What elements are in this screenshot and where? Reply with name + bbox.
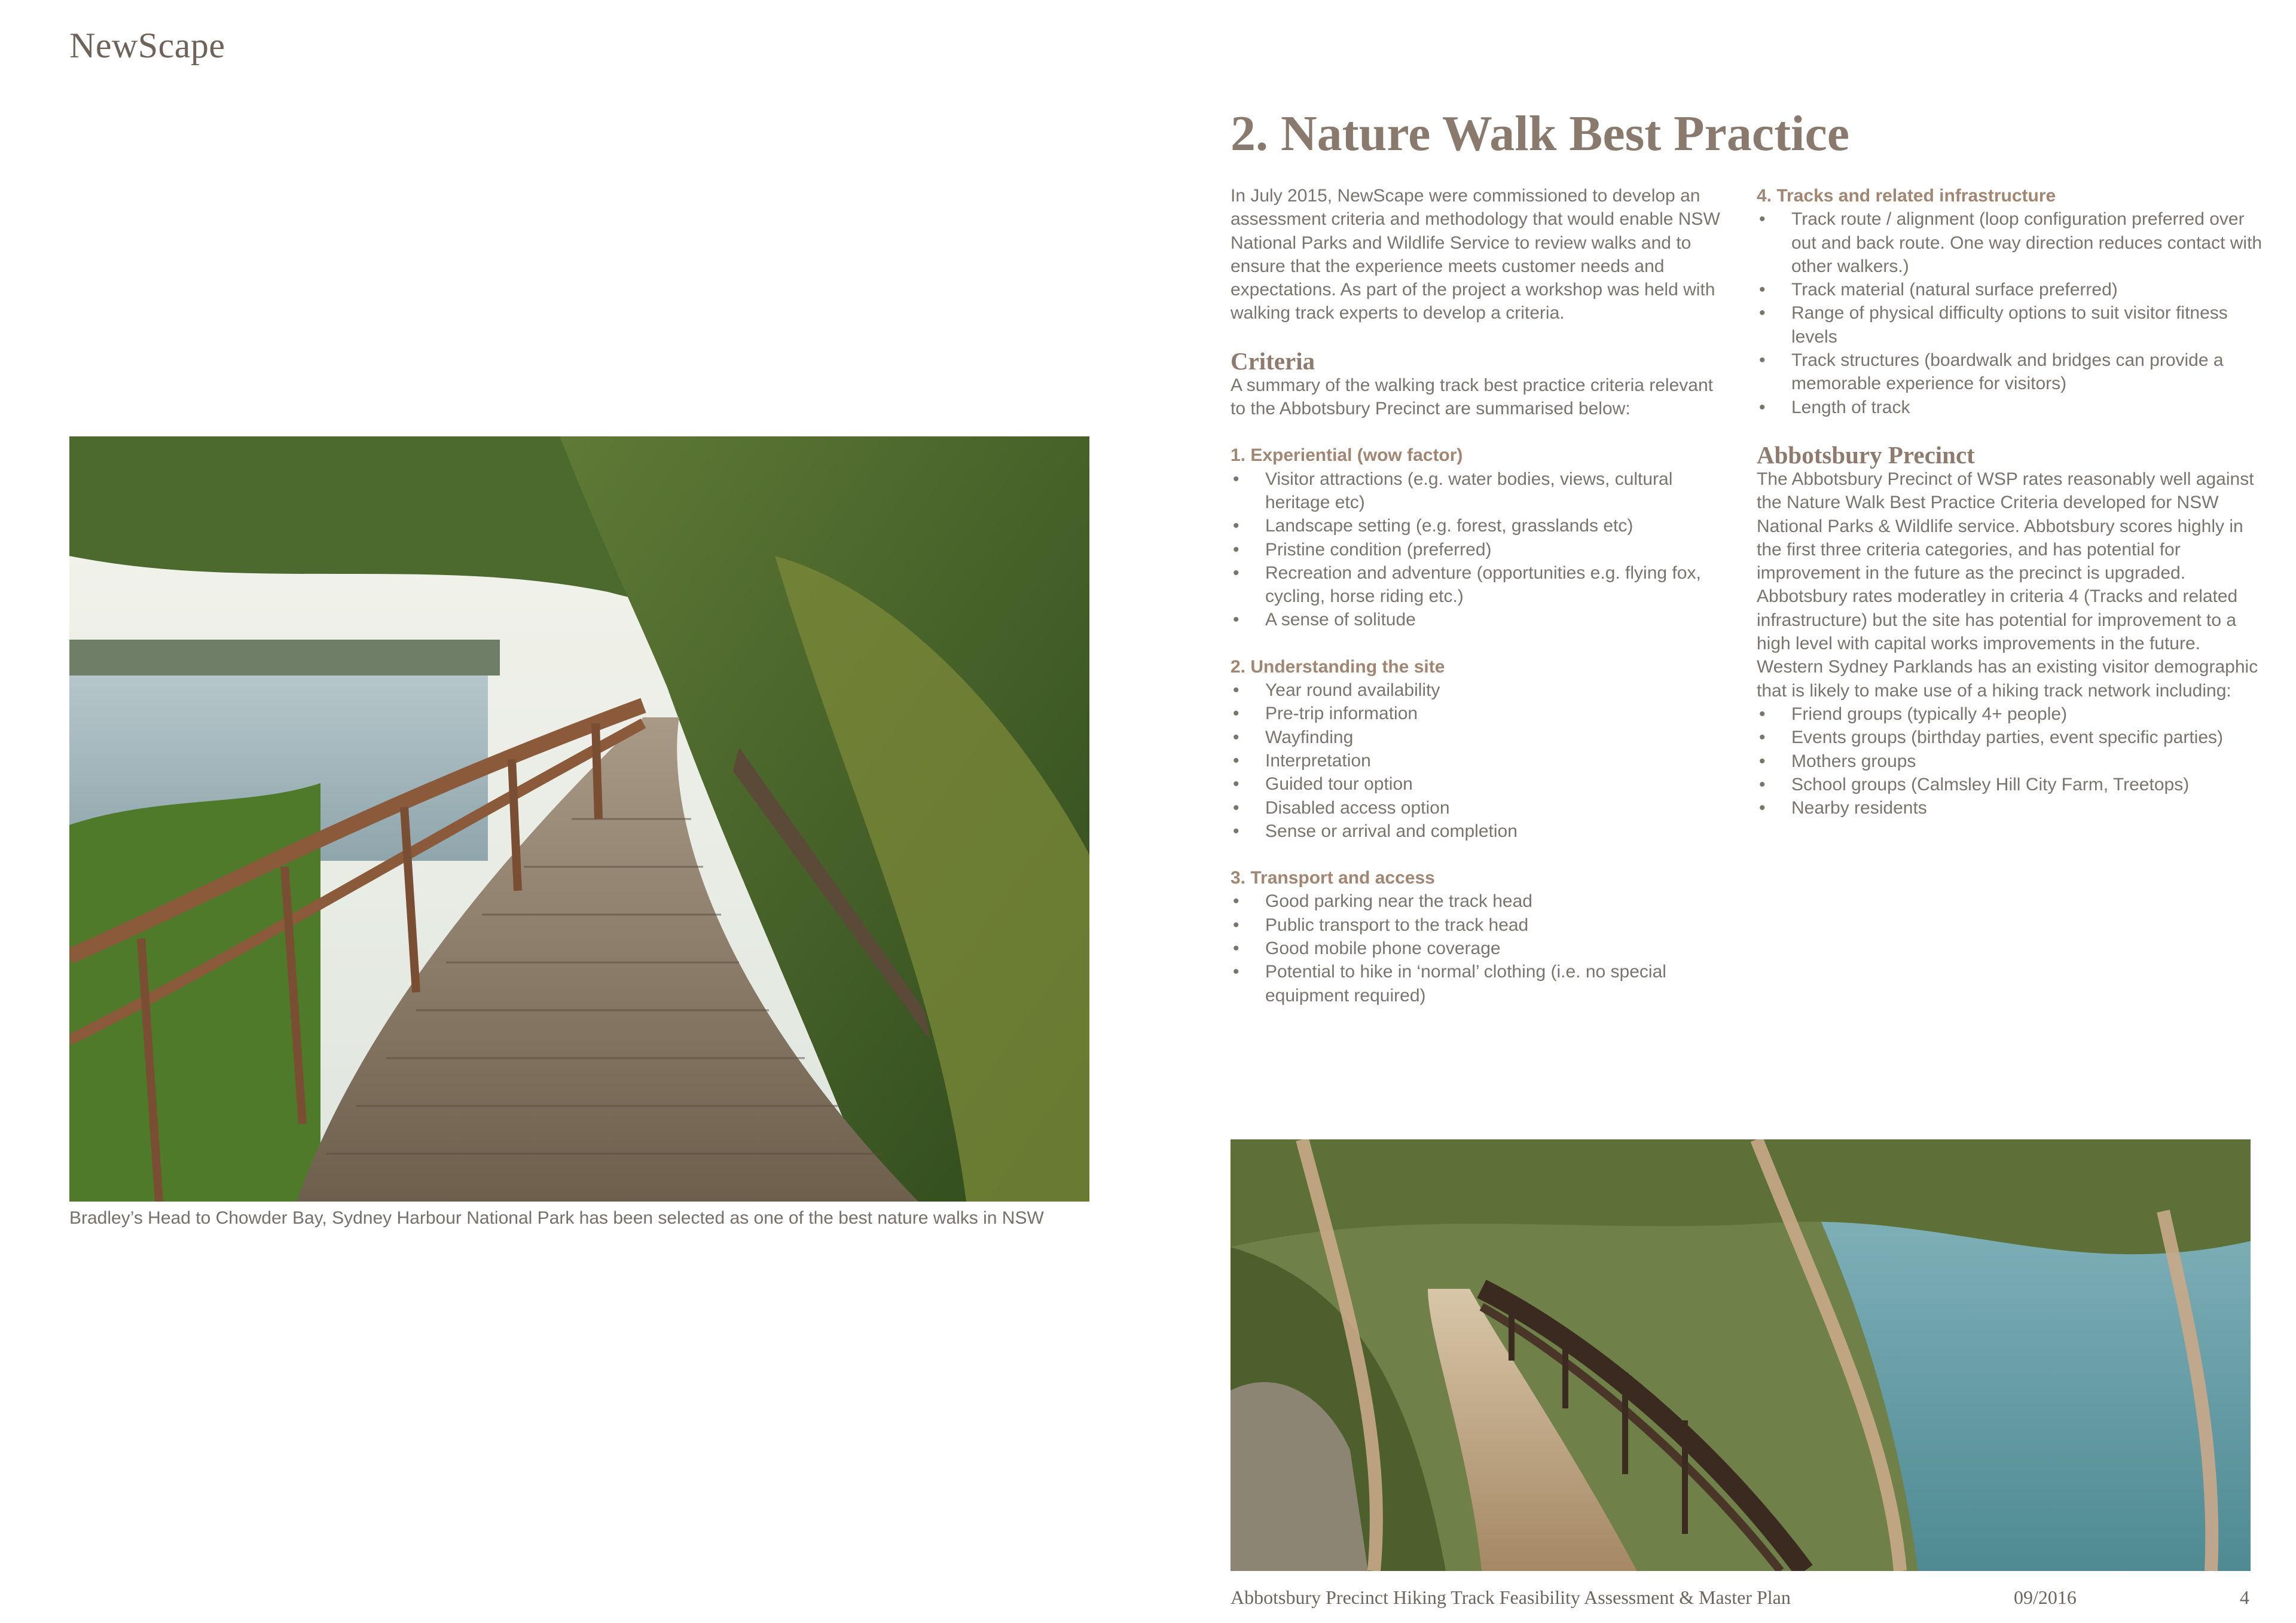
- list-item: • Sense or arrival and completion: [1231, 820, 1727, 843]
- demographic-paragraph: Western Sydney Parklands has an existing visitor demographic that is likely to make use of a hiking track network including:: [1757, 657, 2258, 701]
- footer-date: 09/2016: [2014, 1587, 2077, 1608]
- list-item: • Track route / alignment (loop configuration preferred over out and back route. One way direction reduces contact with other walkers.): [1757, 207, 2265, 278]
- newscape-logo: NewScape: [69, 26, 225, 65]
- criteria-list-experiential: [1231, 467, 1727, 632]
- left-text-column: [1231, 184, 1727, 1007]
- list-item: • School groups (Calmsley Hill City Farm, Treetops): [1757, 773, 2265, 796]
- list-item: • Interpretation: [1231, 749, 1727, 772]
- footer-document-title: Abbotsbury Precinct Hiking Track Feasibility Assessment & Master Plan: [1231, 1587, 1791, 1608]
- list-item: • Pristine condition (preferred): [1231, 538, 1727, 561]
- list-item: • Year round availability: [1231, 678, 1727, 702]
- list-item: • Wayfinding: [1231, 726, 1727, 749]
- list-item: • Guided tour option: [1231, 772, 1727, 796]
- page-title: 2. Nature Walk Best Practice: [1231, 106, 1850, 161]
- criteria-group-heading: 3. Transport and access: [1231, 868, 1435, 888]
- criteria-heading: Criteria: [1231, 347, 1315, 375]
- criteria-list-tracks: [1757, 207, 2265, 419]
- criteria-group-heading: 4. Tracks and related infrastructure: [1757, 186, 2056, 206]
- list-item: • Good parking near the track head: [1231, 890, 1727, 913]
- abbotsbury-paragraph: The Abbotsbury Precinct of WSP rates reasonably well against the Nature Walk Best Practice Criteria developed for NSW National Parks & Wildlife service. Abbotsbury scores highly in the first three criteria categories, and has potential for improvement in the future as the precinct is upgraded. Abbotsbury rates moderatley in criteria 4 (Tracks and related infrastructure) but the site has potential for improvement to a high level with capital works improvements in the future.: [1757, 469, 2254, 654]
- right-text-column: [1757, 184, 2265, 820]
- list-item: • Public transport to the track head: [1231, 913, 1727, 937]
- demographic-list: [1757, 702, 2265, 820]
- list-item: • Friend groups (typically 4+ people): [1757, 702, 2265, 726]
- criteria-group-heading: 1. Experiential (wow factor): [1231, 445, 1463, 466]
- list-item: • Events groups (birthday parties, event specific parties): [1757, 726, 2265, 749]
- list-item: • Track material (natural surface preferred): [1757, 278, 2265, 301]
- list-item: • Range of physical difficulty options to suit visitor fitness levels: [1757, 301, 2265, 349]
- criteria-group-heading: 2. Understanding the site: [1231, 656, 1445, 677]
- list-item: • Pre-trip information: [1231, 702, 1727, 725]
- list-item: • Good mobile phone coverage: [1231, 937, 1727, 960]
- criteria-list-understanding: [1231, 678, 1727, 843]
- photo-caption: Bradley’s Head to Chowder Bay, Sydney Harbour National Park has been selected as one of the best nature walks in NSW: [69, 1208, 1044, 1228]
- list-item: • Nearby residents: [1757, 796, 2265, 820]
- page-number: 4: [2240, 1587, 2249, 1608]
- list-item: • A sense of solitude: [1231, 608, 1727, 631]
- list-item: • Visitor attractions (e.g. water bodies, views, cultural heritage etc): [1231, 467, 1727, 515]
- list-item: • Landscape setting (e.g. forest, grasslands etc): [1231, 514, 1727, 537]
- list-item: • Recreation and adventure (opportunities e.g. flying fox, cycling, horse riding etc.): [1231, 561, 1727, 609]
- list-item: • Potential to hike in ‘normal’ clothing (i.e. no special equipment required): [1231, 960, 1727, 1007]
- list-item: • Length of track: [1757, 396, 2265, 419]
- list-item: • Disabled access option: [1231, 796, 1727, 820]
- abbotsbury-heading: Abbotsbury Precinct: [1757, 441, 1975, 469]
- criteria-list-transport: [1231, 890, 1727, 1007]
- list-item: • Track structures (boardwalk and bridges can provide a memorable experience for visitors): [1757, 349, 2265, 396]
- boardwalk-photo: [69, 436, 1089, 1202]
- intro-paragraph: In July 2015, NewScape were commissioned to develop an assessment criteria and methodology that would enable NSW National Parks and Wildlife Service to review walks and to ensure that the experience meets customer needs and expectations. As part of the project a workshop was held with walking track experts to develop a criteria.: [1231, 186, 1720, 323]
- criteria-summary: A summary of the walking track best practice criteria relevant to the Abbotsbury Precinct are summarised below:: [1231, 375, 1713, 419]
- list-item: • Mothers groups: [1757, 750, 2265, 773]
- bush-track-photo: [1231, 1139, 2251, 1571]
